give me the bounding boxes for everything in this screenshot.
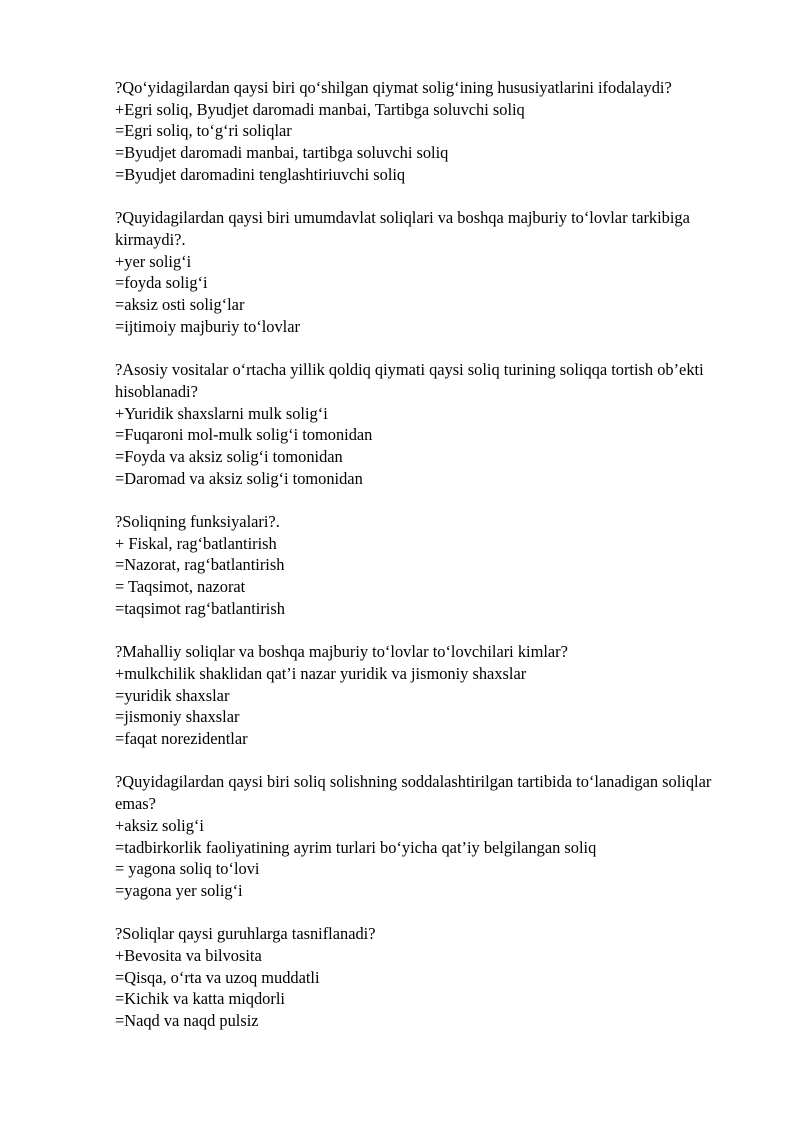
answer-option: =jismoniy shaxslar (115, 707, 240, 727)
answer-option: =Qisqa, o‘rta va uzoq muddatli (115, 967, 320, 987)
question-text: ?Quyidagilardan qaysi biri soliq solishning soddalashtirilgan tartibida to‘lanadigan soliqlar emas? (115, 772, 712, 814)
question-text: ?Qo‘yidagilardan qaysi biri qo‘shilgan qiymat solig‘ining hususiyatlarini ifodalaydi? (115, 78, 672, 97)
answer-option: = Taqsimot, nazorat (115, 577, 246, 597)
question-block-2 (115, 207, 755, 337)
answer-option-correct: +aksiz solig‘i (115, 815, 204, 835)
answer-option: =Byudjet daromadini tenglashtiriuvchi soliq (115, 164, 406, 184)
answer-option: =ijtimoiy majburiy to‘lovlar (115, 316, 300, 336)
answer-option-correct: +Egri soliq, Byudjet daromadi manbai, Tartibga soluvchi soliq (115, 99, 525, 119)
question-text: ?Quyidagilardan qaysi biri umumdavlat soliqlari va boshqa majburiy to‘lovlar tarkibiga kirmaydi?. (115, 208, 690, 249)
answer-option: =faqat norezidentlar (115, 729, 248, 749)
question-text: ?Mahalliy soliqlar va boshqa majburiy to‘lovlar to‘lovchilari kimlar? (115, 642, 568, 662)
answer-option: =aksiz osti solig‘lar (115, 295, 245, 315)
question-block-3 (115, 359, 755, 489)
question-list (115, 77, 755, 1054)
answer-option: =foyda solig‘i (115, 273, 208, 293)
answer-option-correct: +yer solig‘i (115, 251, 192, 271)
answer-option-correct: +Yuridik shaxslarni mulk solig‘i (115, 403, 328, 423)
answer-option-correct: +mulkchilik shaklidan qat’i nazar yuridik va jismoniy shaxslar (115, 663, 527, 683)
answer-option: =Byudjet daromadi manbai, tartibga soluvchi soliq (115, 143, 449, 163)
question-block-4 (115, 511, 755, 620)
answer-option: =Kichik va katta miqdorli (115, 989, 285, 1009)
answer-option: =Fuqaroni mol-mulk solig‘i tomonidan (115, 425, 373, 445)
answer-option-correct: +Bevosita va bilvosita (115, 946, 262, 966)
question-text: ?Soliqlar qaysi guruhlarga tasniflanadi? (115, 924, 376, 944)
answer-option: =yuridik shaxslar (115, 685, 230, 705)
question-block-1 (115, 77, 755, 186)
answer-option: =yagona yer solig‘i (115, 880, 243, 900)
answer-option: =tadbirkorlik faoliyatining ayrim turlari bo‘yicha qat’iy belgilangan soliq (115, 837, 597, 857)
answer-option: =Nazorat, rag‘batlantirish (115, 555, 285, 575)
question-block-5 (115, 641, 755, 750)
answer-option: =Egri soliq, to‘g‘ri soliqlar (115, 121, 292, 141)
question-text: ?Asosiy vositalar o‘rtacha yillik qoldiq qiymati qaysi soliq turining soliqqa tortish ob’ekti hisoblanadi? (115, 360, 704, 401)
answer-option: = yagona soliq to‘lovi (115, 859, 260, 879)
answer-option-correct: + Fiskal, rag‘batlantirish (115, 533, 277, 553)
answer-option: =taqsimot rag‘batlantirish (115, 598, 285, 618)
question-text: ?Soliqning funksiyalari?. (115, 512, 280, 532)
question-block-6 (115, 771, 755, 901)
question-block-7 (115, 923, 755, 1032)
answer-option: =Naqd va naqd pulsiz (115, 1011, 259, 1031)
answer-option: =Daromad va aksiz solig‘i tomonidan (115, 468, 363, 488)
answer-option: =Foyda va aksiz solig‘i tomonidan (115, 446, 343, 466)
